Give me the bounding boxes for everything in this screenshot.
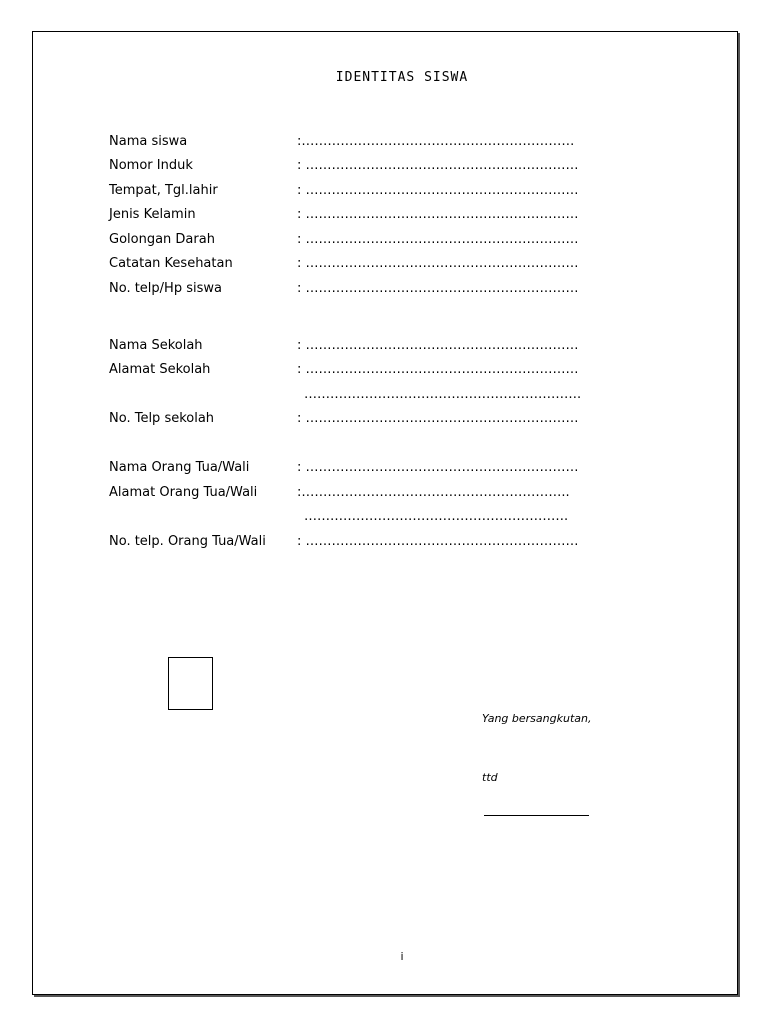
page-title: IDENTITAS SISWA [335,70,469,85]
field-blank[interactable]: : ……………………………………………………… [297,362,579,377]
page-number: i [400,950,404,963]
field-telp-sekolah [109,411,579,426]
field-catatan-kesehatan [109,256,579,271]
field-blank[interactable]: : ……………………………………………………… [297,411,579,426]
photo-box [168,657,213,710]
field-alamat-orang-tua-continuation[interactable]: ……………………………………………………. [304,509,569,524]
field-label: Nomor Induk [109,158,193,173]
field-alamat-sekolah-continuation[interactable]: ………………………………………………………. [304,387,582,402]
field-nama-sekolah [109,338,579,353]
field-alamat-orang-tua [109,485,570,500]
field-blank[interactable]: : ……………………………………………………… [297,158,579,173]
field-label: Catatan Kesehatan [109,256,233,271]
field-blank[interactable]: :…………………………………………………….. [297,485,570,500]
field-label: Jenis Kelamin [109,207,196,222]
field-label: Golongan Darah [109,232,215,247]
field-golongan-darah [109,232,579,247]
field-label: Nama siswa [109,134,188,149]
field-blank[interactable]: : ……………………………………………………… [297,534,579,549]
field-label: Alamat Sekolah [109,362,211,377]
field-nomor-induk [109,158,579,173]
field-label: Nama Orang Tua/Wali [109,460,250,475]
field-telp-orang-tua [109,534,579,549]
field-blank[interactable]: : ……………………………………………………… [297,338,579,353]
field-nama-siswa [109,134,574,149]
field-label: No. telp. Orang Tua/Wali [109,534,266,549]
field-tempat-tgl-lahir [109,183,579,198]
field-jenis-kelamin [109,207,579,222]
field-nama-orang-tua [109,460,579,475]
signature-caption: Yang bersangkutan, [482,712,592,725]
field-alamat-sekolah [109,362,579,377]
field-blank[interactable]: : ……………………………………………………… [297,207,579,222]
signature-line [484,815,589,816]
field-label: Tempat, Tgl.lahir [109,183,218,198]
field-label: Alamat Orang Tua/Wali [109,485,258,500]
field-blank[interactable]: : ……………………………………………………… [297,460,579,475]
field-label: No. telp/Hp siswa [109,281,222,296]
field-blank[interactable]: : ……………………………………………………… [297,281,579,296]
field-label: No. Telp sekolah [109,411,215,426]
field-label: Nama Sekolah [109,338,203,353]
field-blank[interactable]: : ……………………………………………………… [297,256,579,271]
field-blank[interactable]: :……………………………………………………… [297,134,575,149]
field-blank[interactable]: : ……………………………………………………… [297,183,579,198]
field-telp-siswa [109,281,579,296]
field-blank[interactable]: : ……………………………………………………… [297,232,579,247]
signature-ttd: ttd [482,771,498,784]
